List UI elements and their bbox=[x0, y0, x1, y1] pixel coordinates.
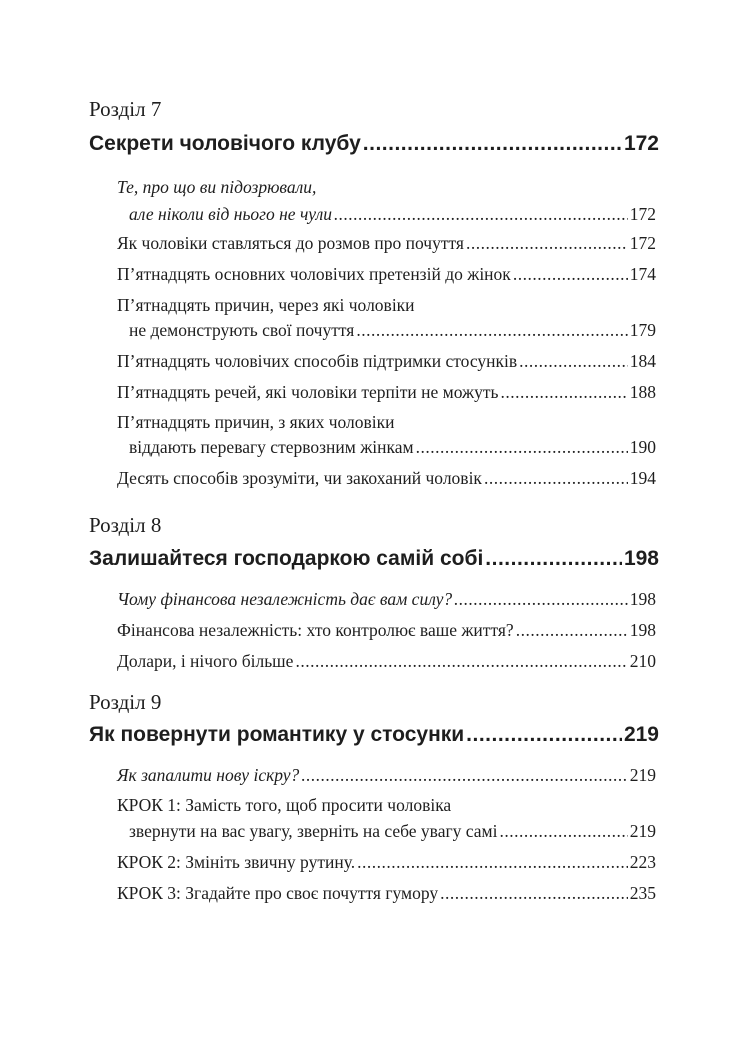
toc-entry-text: звернути на вас увагу, зверніть на себе увагу самі bbox=[129, 821, 498, 841]
dot-leader bbox=[357, 851, 628, 874]
toc-entry-text: КРОК 3: Згадайте про своє почуття гумору bbox=[117, 883, 439, 903]
toc-entry-text: Як запалити нову іскру? bbox=[117, 765, 300, 785]
toc-entry-text: Фінансова незалежність: хто контролює ваше життя? bbox=[117, 620, 514, 640]
dot-leader bbox=[301, 764, 627, 787]
dot-leader bbox=[363, 131, 622, 157]
toc-entry-text: Чому фінансова незалежність дає вам силу? bbox=[117, 589, 453, 609]
chapter-label: Розділ 9 bbox=[89, 690, 162, 714]
dot-leader bbox=[516, 619, 628, 642]
toc-entry[interactable] bbox=[117, 851, 656, 874]
toc-entry-text: П’ятнадцять чоловічих способів підтримки стосунків bbox=[117, 351, 518, 371]
page-number: 172 bbox=[629, 204, 656, 224]
chapter-title-row[interactable] bbox=[89, 546, 659, 572]
toc-entry-text: Десять способів зрозуміти, чи закоханий чоловік bbox=[117, 468, 482, 488]
toc-entry-text: Як чоловіки ставляться до розмов про почуття bbox=[117, 233, 464, 253]
toc-entry-text: віддають перевагу стервозним жінкам bbox=[129, 437, 414, 457]
toc-entry[interactable] bbox=[129, 203, 656, 226]
dot-leader bbox=[416, 436, 628, 459]
page-number: 219 bbox=[629, 765, 656, 785]
dot-leader bbox=[356, 319, 627, 342]
dot-leader bbox=[519, 350, 628, 373]
toc-entry-text: П’ятнадцять основних чоловічих претензій до жінок bbox=[117, 264, 511, 284]
dot-leader bbox=[440, 882, 628, 905]
dot-leader bbox=[454, 588, 628, 611]
page-number: 174 bbox=[629, 264, 656, 284]
page-number: 184 bbox=[629, 351, 656, 371]
page-number: 223 bbox=[629, 852, 656, 872]
page-number: 179 bbox=[629, 320, 656, 340]
dot-leader bbox=[499, 820, 627, 843]
page-number: 198 bbox=[629, 620, 656, 640]
toc-entry-line: Те, про що ви підозрювали, bbox=[117, 177, 317, 197]
dot-leader bbox=[501, 381, 628, 404]
toc-entry[interactable] bbox=[117, 263, 656, 286]
toc-entry[interactable] bbox=[117, 882, 656, 905]
page-number: 172 bbox=[623, 132, 659, 155]
chapter-title: Залишайтеся господаркою самій собі bbox=[89, 547, 484, 570]
toc-entry[interactable] bbox=[117, 467, 656, 490]
page-number: 190 bbox=[629, 437, 656, 457]
chapter-label: Розділ 7 bbox=[89, 97, 162, 121]
toc-entry[interactable] bbox=[117, 381, 656, 404]
page-number: 188 bbox=[629, 382, 656, 402]
toc-entry-line: П’ятнадцять причин, з яких чоловіки bbox=[117, 412, 395, 432]
toc-entry-text: КРОК 2: Змініть звичну рутину. bbox=[117, 852, 356, 872]
toc-entry-text: Долари, і нічого більше bbox=[117, 651, 294, 671]
toc-entry[interactable] bbox=[129, 436, 656, 459]
chapter-title-row[interactable] bbox=[89, 131, 659, 157]
toc-entry[interactable] bbox=[117, 232, 656, 255]
toc-entry-text: П’ятнадцять речей, які чоловіки терпіти не можуть bbox=[117, 382, 499, 402]
toc-entry[interactable] bbox=[117, 764, 656, 787]
dot-leader bbox=[334, 203, 628, 226]
chapter-label: Розділ 8 bbox=[89, 513, 162, 537]
toc-entry[interactable] bbox=[117, 350, 656, 373]
dot-leader bbox=[485, 546, 622, 572]
page-number: 172 bbox=[629, 233, 656, 253]
toc-entry[interactable] bbox=[117, 650, 656, 673]
toc-entry[interactable] bbox=[129, 820, 656, 843]
dot-leader bbox=[484, 467, 628, 490]
chapter-title-row[interactable] bbox=[89, 722, 659, 748]
dot-leader bbox=[466, 232, 628, 255]
page-number: 198 bbox=[629, 589, 656, 609]
toc-entry-text: але ніколи від нього не чули bbox=[129, 204, 332, 224]
toc-entry-line: П’ятнадцять причин, через які чоловіки bbox=[117, 295, 415, 315]
page-number: 219 bbox=[629, 821, 656, 841]
page-number: 219 bbox=[623, 723, 659, 746]
dot-leader bbox=[466, 722, 622, 748]
toc-entry[interactable] bbox=[129, 319, 656, 342]
page-number: 198 bbox=[623, 547, 659, 570]
dot-leader bbox=[295, 650, 627, 673]
page-number: 235 bbox=[629, 883, 656, 903]
page-number: 194 bbox=[629, 468, 656, 488]
toc-entry[interactable] bbox=[117, 619, 656, 642]
toc-entry-line: КРОК 1: Замість того, щоб просити чоловіка bbox=[117, 795, 452, 815]
toc-entry-text: не демонструють свої почуття bbox=[129, 320, 355, 340]
chapter-title: Як повернути романтику у стосунки bbox=[89, 723, 465, 746]
page-number: 210 bbox=[629, 651, 656, 671]
toc-entry[interactable] bbox=[117, 588, 656, 611]
dot-leader bbox=[513, 263, 628, 286]
chapter-title: Секрети чоловічого клубу bbox=[89, 132, 361, 155]
